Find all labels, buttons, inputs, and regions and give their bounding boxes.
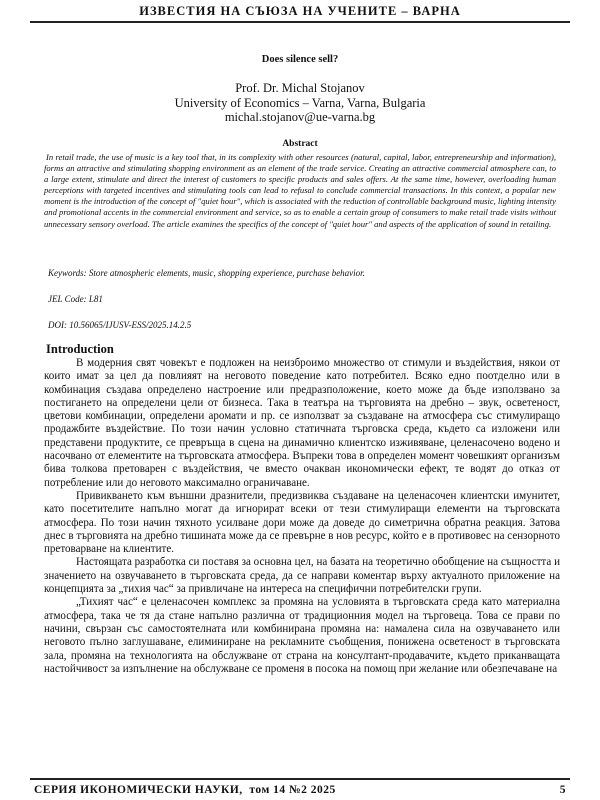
article-title: Does silence sell? — [261, 54, 339, 65]
paragraph: Привикването към външни дразнители, предизвиква създаване на целенасочен клиентски имунитет, като посетителите напълно могат да игнорират всеки от тези стимулиращи елементи на търговската атмосфера. По този начин тяхното усилване дори може да доведе до симетрична обратна реакция. Затова днес в търговията на дребно тишината може да се превърне в нов ресурс, който е в противовес на сензорното претоварване на клиентите. — [44, 489, 560, 556]
doi: DOI: 10.56065/IJUSV-ESS/2025.14.2.5 — [48, 320, 192, 330]
jel-code: JEL Code: L81 — [48, 294, 103, 304]
header-rule — [30, 21, 570, 23]
section-heading-introduction: Introduction — [46, 342, 114, 356]
footer-volume: том 14 №2 2025 — [249, 784, 336, 796]
footer-series-volume — [34, 784, 336, 796]
journal-header: ИЗВЕСТИЯ НА СЪЮЗА НА УЧЕНИТЕ – ВАРНА — [139, 4, 461, 18]
paragraph: Настоящата разработка си поставя за основна цел, на базата на теоретично обобщение на същността и значението на озвучаването в търговската среда, да се направи коментар върху актуалното приложение на концепцията за „тихия час“ за привличане на интереса на специфични потребителски групи. — [44, 556, 560, 596]
paragraph: „Тихият час“ е целенасочен комплекс за промяна на условията в търговската среда като материална атмосфера, така че тя да стане напълно различна от традиционния модел на търговеца. Това се прави по начини, свързан със самостоятелната или комбинирана промяна на: намалена сила на озвучаването или неговото пълно заглушаване, елиминиране на рекламните съобщения, понижена осветеност в търговската зала, промяна на технологията на обслужване от страна на консултант-продавачите, където приканващата настойчивост за изпълнение на обслужване се променя в посока на помощ при желание или обезпечаване на — [44, 596, 560, 675]
page-number: 5 — [559, 784, 566, 796]
author-block — [46, 81, 554, 125]
footer-series: СЕРИЯ ИКОНОМИЧЕСКИ НАУКИ, — [34, 784, 243, 796]
author-affiliation: University of Economics – Varna, Varna, Bulgaria — [174, 95, 426, 110]
author-email: michal.stojanov@ue-varna.bg — [224, 110, 376, 124]
author-name: Prof. Dr. Michal Stojanov — [235, 81, 365, 95]
paragraph: В модерния свят човекът е подложен на неизброимо множество от стимули и въздействия, някои от които имат за цел да повлияят на неговото поведение като потребител. Всяко едно поотделно или в комбинация създава определено настроение или предразположение, което може да бъде използвано за постигането на определени цели от бизнеса. Така в театъра на търговията на дребно – звук, осветеност, цветови комбинации, определени аромати и пр. се използват за създаване на атмосфера със стимулиращо продажбите въздействие. По този начин условно статичната търговска среда, където са изложени или представени продуктите, се превръща в сцена на динамично клиентско изживяване, целенасочено водено и насочвано от елементите на търговската атмосфера. Въпреки това в определен момент човешкият организъм бива толкова претоварен с въздействия, че вместо очакван икономически ефект, те водят до отказ от потребление или до неговото максимално ограничаване. — [44, 357, 560, 489]
keywords: Keywords: Store atmospheric elements, music, shopping experience, purchase behavior. — [48, 268, 365, 278]
footer-rule — [30, 778, 570, 780]
abstract-text: In retail trade, the use of music is a key tool that, in its complexity with other resources (natural, capital, labor, entrepreneurship and information), forms an attractive and stimulating shopping environment as an element of the trade service. Creating an attractive commercial atmosphere can, to a large extent, stimulate and direct the interest of customers to specific products and sales offers. At the same time, however, overloading human perceptions with targeted incentives and stimulating tools can lead to refusal to conclude commercial transactions. In this context, a popular new moment is the introduction of the concept of "quiet hour", which is associated with the reduction of controllable background music, lighting intensity and promotional accents in the commercial environment and service, so as to enable a certain group of consumers to make retail trade visits without unnecessary sensory overload. The article examines the specifics of the concept of "quiet hour" and aspects of the application of sound in retailing. — [44, 152, 556, 229]
abstract-heading: Abstract — [282, 139, 318, 149]
body-text — [44, 357, 560, 676]
